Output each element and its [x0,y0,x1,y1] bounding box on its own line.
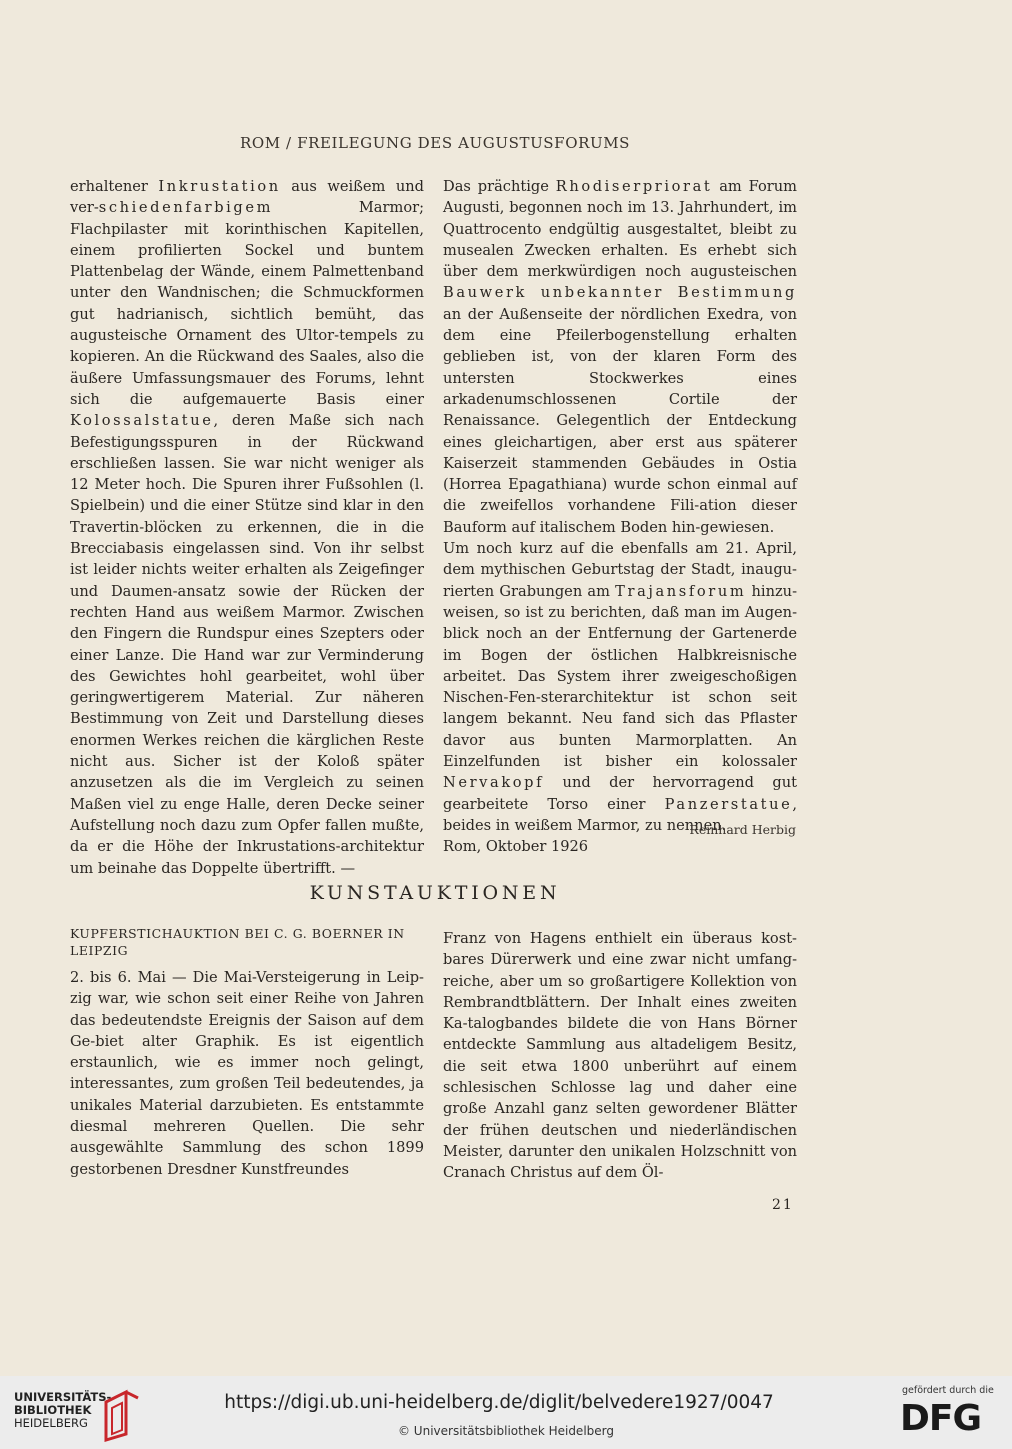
spaced-term: Inkrustation [158,178,281,195]
article-right-column [443,176,797,858]
page-number: 21 [772,1197,794,1213]
article-left-column [70,176,424,879]
author-signature: Reinhard Herbig [689,822,796,837]
article-paragraph: erhaltener Inkrustation aus weißem und ver-schiedenfarbigem Marmor; Flachpilaster mit korinthischen Kapitellen, einem profilierten Sockel und buntem Plattenbelag der Wände, einem Palmettenband unter den Wandnischen; die Schmuckformen gut hadrianisch, sichtlich bemüht, das augusteische Ornament des Ultor-tempels zu kopieren. An die Rückwand des Saales, also die äußere Umfassungsmauer des Forums, lehnt sich die aufgemauerte Basis einer Kolossalstatue, deren Maße sich nach Befestigungsspuren in der Rückwand erschließen lassen. Sie war nicht weniger als 12 Meter hoch. Die Spuren ihrer Fußsohlen (l. Spielbein) und die einer Stütze sind klar in den Travertin-blöcken zu erkennen, die in die Brecciabasis eingelassen sind. Von ihr selbst ist leider nichts weiter erhalten als Zeigefinger und Daumen-ansatz sowie der Rücken der rechten Hand aus weißem Marmor. Zwischen den Fingern die Rundspur eines Szepters oder einer Lanze. Die Hand war zur Verminderung des Gewichtes hohl gearbeitet, wohl über geringwertigerem Material. Zur näheren Bestimmung von Zeit und Darstellung dieses enormen Werkes reichen die kärglichen Reste nicht aus. Sicher ist der Koloß später anzusetzen als die im Vergleich zu seinen Maßen viel zu enge Halle, deren Decke seiner Aufstellung noch dazu zum Opfer fallen mußte, da er die Höhe der Inkrustations-architektur um beinahe das Doppelte übertrifft. — [70,178,424,877]
spaced-term: Bauwerk unbekannter Bestimmung [443,284,797,302]
section-title: KUNSTAUKTIONEN [309,882,561,904]
funder-logo: DFG [900,1398,982,1439]
auction-paragraph: 2. bis 6. Mai — Die Mai-Versteigerung in Leip-zig war, wie schon seit einer Reihe von Jahren das bedeutendste Ereignis der Saison auf dem Ge-biet alter Graphik. Es ist eigentlich erstaunlich, wie es immer noch gelingt, interessantes, zum großen Teil bedeutendes, ja unikales Material darzubieten. Es entstammte diesmal mehreren Quellen. Die sehr ausgewählte Sammlung des schon 1899 gestorbenen Dresdner Kunstfreundes [70,969,424,1178]
auction-left-column [70,925,424,1180]
spaced-term: schiedenfarbigem [98,199,274,217]
running-head: ROM / FREILEGUNG DES AUGUSTUSFORUMS [239,134,631,152]
spaced-term: Trajansforum [615,582,747,600]
auction-subheading: KUPFERSTICHAUKTION BEI C. G. BOERNER IN LEIPZIG [70,926,405,958]
permalink-url[interactable]: https://digi.ub.uni-heidelberg.de/diglit/belvedere1927/0047 [224,1392,774,1413]
auction-right-column [443,928,797,1184]
funder-caption: gefördert durch die [902,1385,994,1396]
spaced-term: Kolossalstatue [70,412,214,430]
library-name: UNIVERSITÄTS- BIBLIOTHEK HEIDELBERG [14,1390,112,1430]
auction-paragraph: Franz von Hagens enthielt ein überaus kost-bares Dürerwerk und eine zwar nicht umfang-reiche, aber um so großartigere Kollektion von Rembrandtblättern. Der Inhalt eines zweiten Ka-talogbandes bildete die von Hans Börner entdeckte Sammlung aus altadeligem Besitz, die seit etwa 1800 unberührt auf einem schlesischen Schlosse lag und daher eine große Anzahl ganz selten gewordener Blätter der frühen deutschen und niederländischen Meister, darunter den unikalen Holzschnitt von Cranach Christus auf dem Öl- [443,930,797,1182]
spaced-term: Panzerstatue [664,795,793,813]
article-paragraph: Das prächtige Rhodiserpriorat am Forum Augusti, begonnen noch im 13. Jahrhundert, im Quattrocento endgültig ausgestaltet, bleibt zu musealen Zwecken erhalten. Es erhebt sich über dem merkwürdigen noch augusteischen Bauwerk unbekannter Bestimmung an der Außenseite der nördlichen Exedra, von dem eine Pfeilerbogenstellung erhalten geblieben ist, von der klaren Form des untersten Stockwerkes eines arkadenumschlossenen Cortile der Renaissance. Gelegentlich der Entdeckung eines gleichartigen, aber erst aus späterer Kaiserzeit stammenden Gebäudes in Ostia (Horrea Epagathiana) wurde schon einmal auf die zweifellos vorhandene Fili-ation dieser Bauform auf italischem Boden hin-gewiesen. [443,178,797,536]
viewer-footer [0,1376,1012,1449]
copyright-notice: © Universitätsbibliothek Heidelberg [397,1424,614,1438]
spaced-term: Nervakopf [443,774,545,792]
dfg-logo-icon[interactable] [896,1385,996,1441]
spaced-term: Rhodiserpriorat [555,178,713,195]
dateline: Rom, Oktober 1926 [443,838,589,856]
article-paragraph: Um noch kurz auf die ebenfalls am 21. April, dem mythischen Geburtstag der Stadt, inaugu-rierten Grabungen am Trajansforum hinzu-weisen, so ist zu berichten, daß man im Augen-blick noch an der Entfernung der Gartenerde im Bogen der östlichen Halbkreisnische arbeitet. Das System ihrer zweigeschoßigen Nischen-Fen-sterarchitektur ist schon seit langem bekannt. Neu fand sich das Pflaster davor aus bunten Marmorplatten. An Einzelfunden ist bisher ein kolossaler Nervakopf und der hervorragend gut gearbeitete Torso einer Panzerstatue, beides in weißem Marmor, zu nennen. [443,540,798,834]
